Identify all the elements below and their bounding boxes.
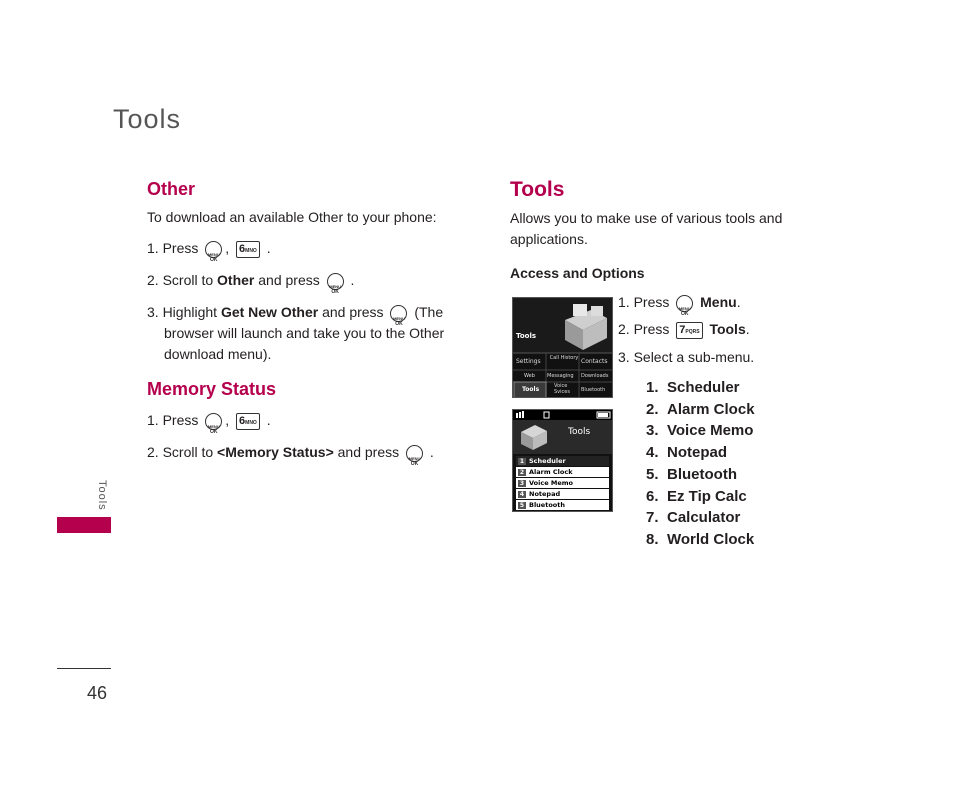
menu-cell: Web [524, 373, 535, 379]
step-prefix: 2. Scroll to [147, 444, 214, 460]
key-7-icon [676, 322, 702, 339]
step-end: . [736, 294, 741, 310]
screen-menu-row [516, 467, 609, 477]
item-label: Notepad [667, 444, 727, 462]
key-letters: PQRS [685, 328, 700, 335]
step-prefix: 1. Press [147, 240, 199, 256]
side-tab-label: Tools [96, 480, 108, 511]
list-item [646, 464, 755, 486]
menu-ok-key-icon [676, 295, 693, 312]
menu-term: Tools [709, 321, 746, 337]
other-intro: To download an available Other to your phone: [147, 209, 437, 225]
row-label: Scheduler [529, 457, 566, 465]
other-heading: Other [147, 179, 196, 199]
list-item [646, 529, 755, 551]
step-mid: and press [322, 304, 384, 320]
row-label: Alarm Clock [529, 468, 573, 476]
item-number: 3. [646, 422, 659, 440]
step-prefix: 1. Press [147, 412, 199, 428]
step-end: . [266, 240, 271, 256]
menu-cell: Bluetooth [581, 387, 606, 393]
submenu-list [646, 377, 755, 551]
memory-step-2 [147, 442, 434, 463]
key-6-icon [236, 241, 260, 258]
menu-term: Menu [700, 294, 737, 310]
memory-step-1 [147, 410, 271, 431]
tools-intro [510, 208, 782, 250]
step-mid: and press [337, 444, 400, 460]
menu-term: Get New Other [220, 304, 319, 320]
item-number: 1. [646, 379, 659, 396]
item-number: 6. [646, 487, 659, 505]
row-number: 5 [519, 501, 525, 509]
screen-menu-row [516, 478, 609, 488]
row-number: 3 [519, 479, 525, 487]
row-number: 2 [519, 468, 525, 476]
footer-divider [57, 668, 111, 669]
key-digit: 7 [679, 323, 686, 336]
step-end: . [266, 412, 271, 428]
menu-ok-key-icon [390, 305, 407, 322]
key-6-icon [236, 413, 260, 430]
page-number: 46 [87, 683, 108, 703]
screen-title: Tools [516, 332, 537, 340]
step-prefix: 2. Press [618, 321, 670, 337]
list-item [646, 377, 755, 399]
other-step-1 [147, 238, 271, 259]
menu-cell-selected: Tools [522, 386, 540, 393]
menu-ok-key-icon [205, 413, 222, 430]
memory-status-heading: Memory Status [147, 379, 277, 399]
menu-cell: Settings [516, 358, 541, 365]
screen-menu-row [516, 456, 609, 466]
screen-menu-row [516, 489, 609, 499]
phone-tools-menu-screenshot [512, 409, 613, 512]
row-label: Voice Memo [529, 479, 574, 487]
key-letters: MNO [245, 247, 257, 254]
menu-cell: Messaging [547, 373, 574, 379]
menu-cell: Call History [549, 355, 579, 361]
step-prefix: 3. Highlight [147, 304, 218, 320]
list-item [646, 399, 755, 421]
menu-cell: Voice Svices [554, 383, 570, 395]
tools-step-1 [618, 292, 741, 313]
tools-step-2 [618, 319, 750, 340]
item-label: Voice Memo [667, 422, 754, 440]
item-label: Scheduler [667, 379, 740, 396]
menu-cell: Contacts [581, 358, 608, 365]
key-digit: 6 [239, 414, 246, 427]
separator: , [225, 240, 230, 256]
menu-term: <Memory Status> [217, 444, 334, 460]
step-prefix: 2. Scroll to [147, 272, 214, 288]
item-label: Calculator [667, 509, 741, 527]
item-label: Bluetooth [667, 465, 737, 483]
row-label: Notepad [529, 490, 561, 498]
item-number: 2. [646, 400, 659, 418]
other-step-2 [147, 270, 354, 291]
step-text: download menu). [164, 346, 272, 362]
item-number: 7. [646, 509, 659, 527]
step-end: . [745, 321, 750, 337]
access-options-subheading: Access and Options [510, 265, 645, 281]
tools-heading: Tools [510, 178, 565, 201]
item-number: 8. [646, 530, 659, 548]
key-digit: 6 [239, 242, 246, 255]
phone-main-menu-screenshot [512, 297, 613, 398]
row-number: 1 [519, 457, 525, 465]
menu-ok-key-icon [406, 445, 423, 462]
item-label: Ez Tip Calc [667, 487, 747, 505]
key-letters: MNO [245, 419, 257, 426]
other-step-3 [147, 302, 457, 365]
screen-title: Tools [568, 427, 591, 437]
menu-term: Other [217, 272, 255, 288]
step-text: browser will launch and take you to the Other [164, 325, 445, 341]
side-tab-bar [57, 517, 111, 533]
step-end: . [350, 272, 355, 288]
screen-menu-row [516, 500, 609, 510]
separator: , [225, 412, 230, 428]
step-end: . [429, 444, 434, 460]
tools-step-3: 3. Select a sub-menu. [618, 349, 755, 365]
step-text: (The [414, 304, 444, 320]
intro-line: Allows you to make use of various tools and [510, 210, 783, 226]
menu-ok-key-icon [327, 273, 344, 290]
page-title: Tools [113, 104, 182, 134]
row-number: 4 [519, 490, 525, 498]
item-number: 4. [646, 444, 659, 462]
list-item [646, 420, 755, 442]
menu-ok-key-icon [205, 241, 222, 258]
step-mid: and press [258, 272, 320, 288]
item-label: World Clock [667, 530, 755, 548]
menu-cell: Downloads [581, 373, 609, 379]
list-item [646, 486, 755, 508]
step-prefix: 1. Press [618, 294, 670, 310]
status-bar-and-toolbox-icon [513, 410, 613, 455]
item-label: Alarm Clock [667, 400, 755, 418]
row-label: Bluetooth [529, 501, 565, 509]
list-item [646, 442, 755, 464]
item-number: 5. [646, 465, 659, 483]
intro-line: applications. [510, 231, 588, 247]
list-item [646, 507, 755, 529]
